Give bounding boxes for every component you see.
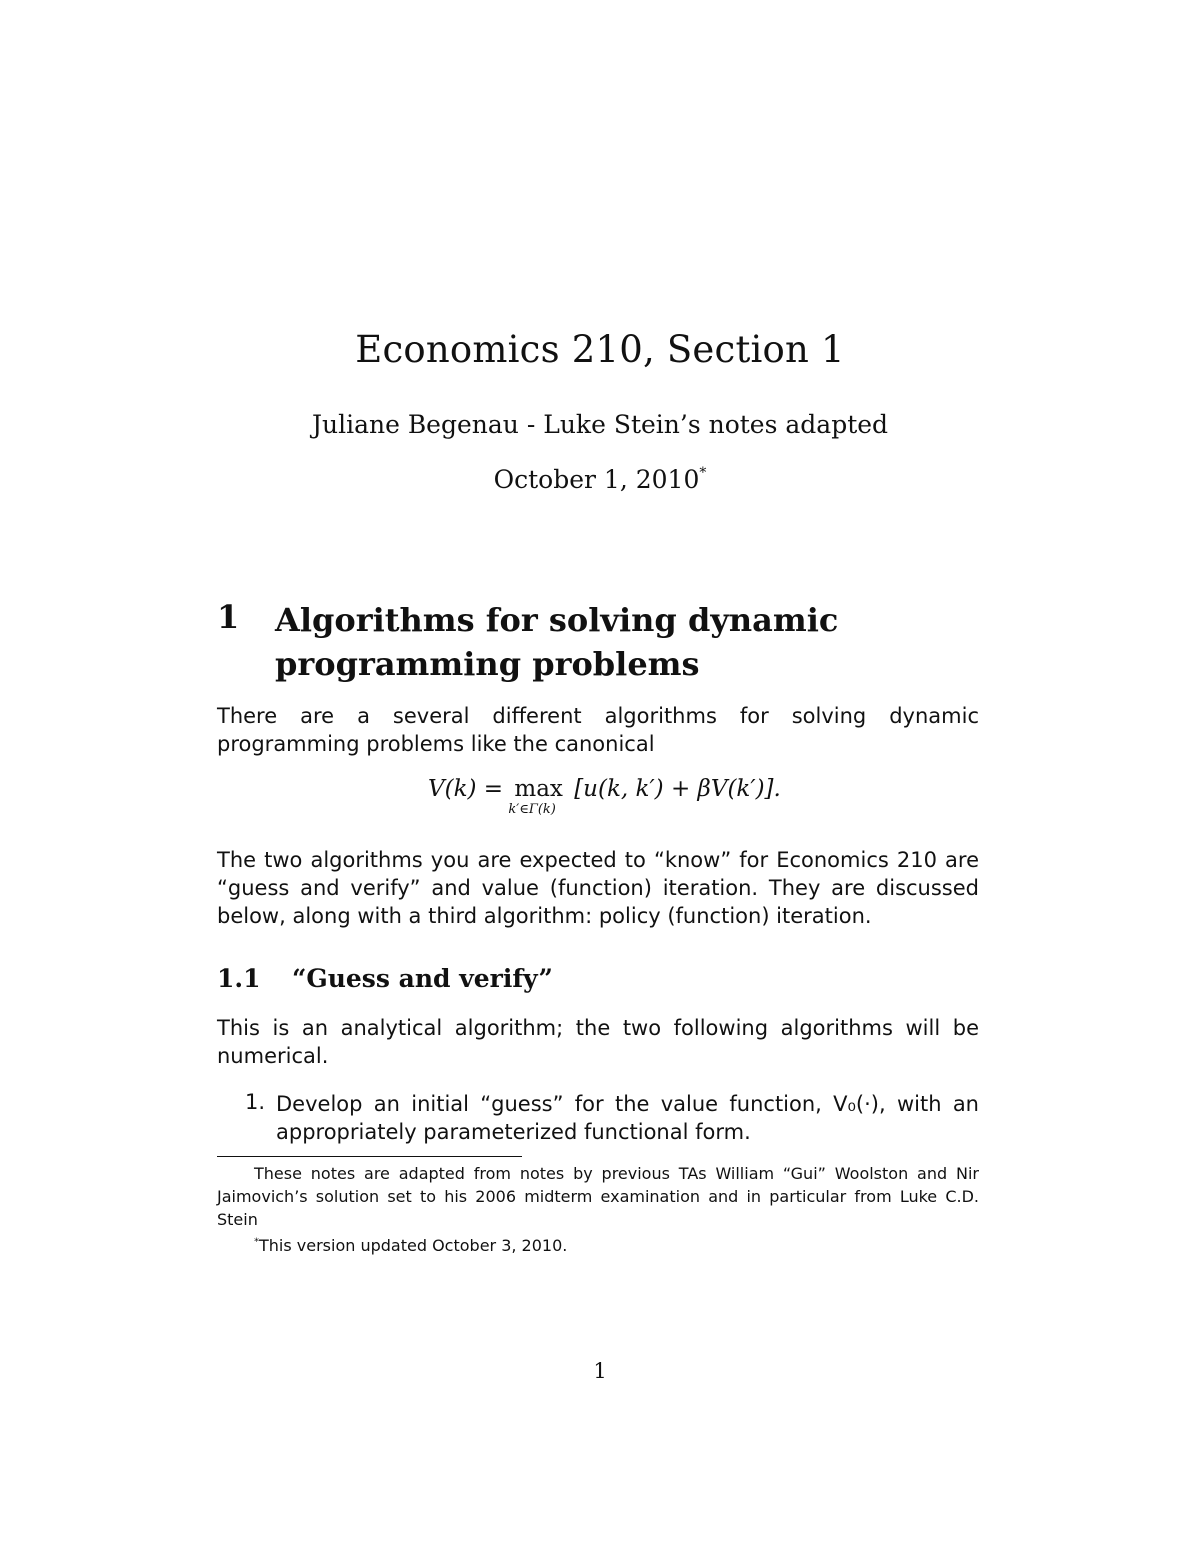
footnote-2-text: This version updated October 3, 2010. (259, 1236, 568, 1255)
subsection-number: 1.1 (217, 964, 261, 993)
section-title: Algorithms for solving dynamic programming problems (275, 601, 839, 683)
equation-max-label: max (514, 776, 563, 802)
page-number: 1 (593, 1359, 607, 1383)
document-date (0, 465, 1200, 494)
subsection-title: “Guess and verify” (292, 964, 553, 993)
section-number: 1 (217, 598, 240, 636)
equation-rhs: [u(k, k′) + βV(k′)]. (574, 776, 781, 802)
date-footnote-mark: * (699, 464, 707, 481)
document-author: Juliane Begenau - Luke Stein’s notes adapted (311, 410, 889, 439)
footnote-rule (217, 1156, 522, 1157)
equation-lhs: V(k) = (428, 776, 504, 802)
equation-max-operator (508, 776, 563, 817)
subsection-paragraph: This is an analytical algorithm; the two following algorithms will be numerical. (217, 1016, 979, 1068)
equation-max-subscript: k′∈Γ(k) (508, 802, 556, 817)
footnote-2-mark: * (254, 1236, 259, 1248)
bellman-equation (428, 776, 781, 817)
algorithms-paragraph: The two algorithms you are expected to “know” for Economics 210 are “guess and verify” and value (function) iteration. They are discussed below, along with a third algorithm: policy (function) iteration. (217, 848, 979, 928)
footnote-1: These notes are adapted from notes by previous TAs William “Gui” Woolston and Nir Jaimovich’s solution set to his 2006 midterm examination and in particular from Luke C.D. Stein (217, 1164, 979, 1229)
list-item-marker: 1. (245, 1090, 266, 1114)
date-text: October 1, 2010 (493, 465, 700, 494)
footnote-2 (254, 1236, 567, 1255)
document-title: Economics 210, Section 1 (355, 328, 845, 371)
intro-paragraph: There are a several different algorithms for solving dynamic programming problems like the canonical (217, 704, 979, 756)
list-item: Develop an initial “guess” for the value function, V₀(·), with an appropriately parameterized functional form. (276, 1092, 979, 1144)
